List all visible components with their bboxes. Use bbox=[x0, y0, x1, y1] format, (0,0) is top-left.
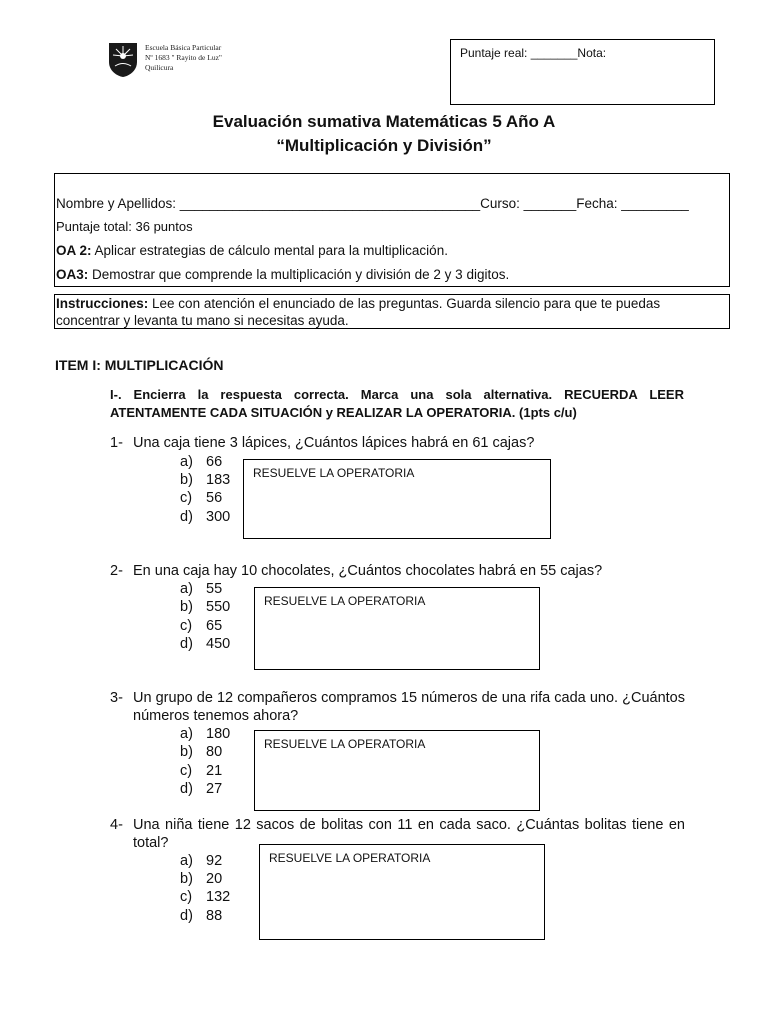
oa2-text: Aplicar estrategias de cálculo mental para la multiplicación. bbox=[91, 243, 448, 258]
question-text: Una caja tiene 3 lápices, ¿Cuántos lápices habrá en 61 cajas? bbox=[133, 435, 535, 451]
option-a[interactable] bbox=[180, 580, 222, 598]
work-box-label: RESUELVE LA OPERATORIA bbox=[253, 466, 415, 480]
option-value: 27 bbox=[206, 781, 223, 797]
option-d[interactable] bbox=[180, 780, 222, 798]
work-box-label: RESUELVE LA OPERATORIA bbox=[269, 851, 431, 865]
instructions-box bbox=[54, 294, 730, 329]
oa3-label: OA3: bbox=[56, 267, 89, 282]
objective-oa3 bbox=[56, 267, 509, 282]
school-shield-icon bbox=[108, 42, 138, 78]
option-letter: d) bbox=[180, 636, 193, 652]
option-value: 183 bbox=[206, 472, 231, 488]
work-box[interactable] bbox=[254, 587, 540, 670]
objective-oa2 bbox=[56, 243, 448, 258]
school-name bbox=[145, 43, 222, 73]
question-number: 2- bbox=[110, 563, 123, 579]
option-value: 88 bbox=[206, 908, 223, 924]
option-letter: b) bbox=[180, 472, 193, 488]
question-text: Un grupo de 12 compañeros compramos 15 números de una rifa cada uno. ¿Cuántos números tenemos ahora? bbox=[133, 690, 685, 724]
option-c[interactable] bbox=[180, 762, 222, 780]
option-letter: b) bbox=[180, 871, 193, 887]
option-value: 550 bbox=[206, 599, 231, 615]
option-value: 65 bbox=[206, 618, 223, 634]
option-letter: a) bbox=[180, 454, 193, 470]
option-b[interactable] bbox=[180, 598, 230, 616]
option-letter: b) bbox=[180, 599, 193, 615]
instructions-text: Lee con atención el enunciado de las preguntas. Guarda silencio para que te puedas concentrar y levanta tu mano si necesitas ayuda. bbox=[56, 296, 661, 328]
option-d[interactable] bbox=[180, 635, 230, 653]
option-value: 56 bbox=[206, 490, 223, 506]
option-value: 66 bbox=[206, 454, 223, 470]
option-value: 80 bbox=[206, 744, 223, 760]
option-letter: b) bbox=[180, 744, 193, 760]
option-value: 21 bbox=[206, 763, 223, 779]
total-points: Puntaje total: 36 puntos bbox=[56, 219, 193, 234]
score-label: Puntaje real: _______Nota: bbox=[460, 46, 607, 60]
question-text: Una niña tiene 12 sacos de bolitas con 11 en cada saco. ¿Cuántas bolitas tiene en total? bbox=[133, 817, 685, 851]
work-box[interactable] bbox=[254, 730, 540, 811]
option-a[interactable] bbox=[180, 453, 222, 471]
option-value: 92 bbox=[206, 853, 223, 869]
option-letter: a) bbox=[180, 726, 193, 742]
page-title: Evaluación sumativa Matemáticas 5 Año A bbox=[212, 112, 556, 131]
oa2-label: OA 2: bbox=[56, 243, 92, 258]
school-line-2: Nº 1683 " Rayito de Luz" bbox=[145, 53, 222, 62]
option-d[interactable] bbox=[180, 907, 222, 925]
option-a[interactable] bbox=[180, 725, 230, 743]
option-letter: c) bbox=[180, 618, 193, 634]
option-value: 180 bbox=[206, 726, 231, 742]
option-letter: a) bbox=[180, 581, 193, 597]
item-instruction: I-. Encierra la respuesta correcta. Marca una sola alternativa. RECUERDA LEER ATENTAMENTE CADA SITUACIÓN y REALIZAR LA OPERATORIA. (1pts c/u) bbox=[110, 387, 684, 420]
school-line-3: Quilicura bbox=[145, 63, 174, 72]
page-subtitle: “Multiplicación y División” bbox=[276, 136, 492, 155]
school-line-1: Escuela Básica Particular bbox=[145, 43, 222, 52]
option-value: 20 bbox=[206, 871, 223, 887]
option-letter: a) bbox=[180, 853, 193, 869]
option-value: 132 bbox=[206, 889, 231, 905]
work-box[interactable] bbox=[259, 844, 545, 940]
question-number: 4- bbox=[110, 817, 123, 833]
option-value: 300 bbox=[206, 509, 231, 525]
school-logo bbox=[108, 42, 138, 78]
option-c[interactable] bbox=[180, 617, 222, 635]
option-letter: c) bbox=[180, 889, 193, 905]
option-b[interactable] bbox=[180, 870, 222, 888]
work-box-label: RESUELVE LA OPERATORIA bbox=[264, 594, 426, 608]
option-letter: d) bbox=[180, 908, 193, 924]
option-letter: c) bbox=[180, 490, 193, 506]
option-c[interactable] bbox=[180, 489, 222, 507]
option-value: 55 bbox=[206, 581, 223, 597]
question-number: 1- bbox=[110, 435, 123, 451]
score-box[interactable] bbox=[450, 39, 715, 105]
option-a[interactable] bbox=[180, 852, 222, 870]
option-c[interactable] bbox=[180, 888, 230, 906]
work-box-label: RESUELVE LA OPERATORIA bbox=[264, 737, 426, 751]
option-b[interactable] bbox=[180, 471, 230, 489]
question-number: 3- bbox=[110, 690, 123, 706]
option-b[interactable] bbox=[180, 743, 222, 761]
instructions-label: Instrucciones: bbox=[56, 296, 149, 311]
work-box[interactable] bbox=[243, 459, 551, 539]
oa3-text: Demostrar que comprende la multiplicación y división de 2 y 3 digitos. bbox=[88, 267, 510, 282]
student-info-box bbox=[54, 173, 730, 287]
option-d[interactable] bbox=[180, 508, 230, 526]
item-title: ITEM I: MULTIPLICACIÓN bbox=[55, 357, 224, 373]
instructions bbox=[56, 295, 716, 329]
option-letter: d) bbox=[180, 781, 193, 797]
option-letter: c) bbox=[180, 763, 193, 779]
option-letter: d) bbox=[180, 509, 193, 525]
question-text: En una caja hay 10 chocolates, ¿Cuántos chocolates habrá en 55 cajas? bbox=[133, 563, 603, 579]
option-value: 450 bbox=[206, 636, 231, 652]
name-line[interactable]: Nombre y Apellidos: ________________________________________Curso: _______Fecha: _________ bbox=[56, 196, 689, 211]
